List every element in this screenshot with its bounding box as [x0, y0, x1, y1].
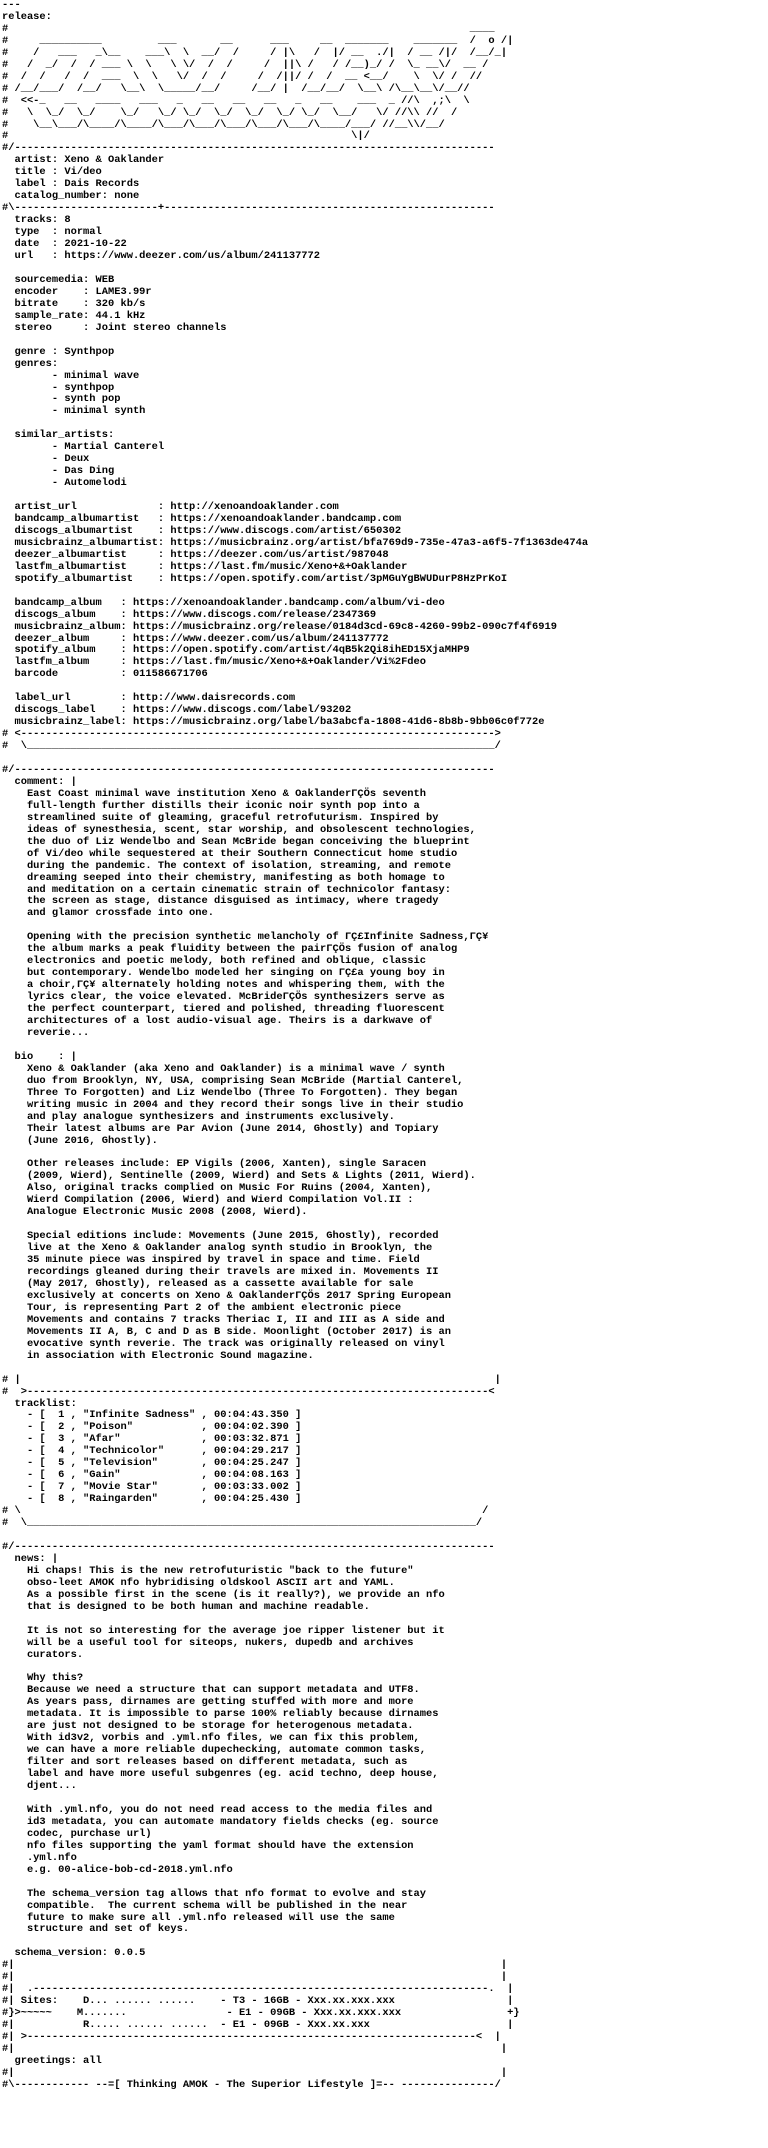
genre-info: genre : Synthpop genres: - minimal wave - synthpop - synth pop - minimal synth [14, 345, 146, 418]
tracklist-row: - [ 7 , "Movie Star" , 00:03:33.002 ] [2, 1481, 302, 1494]
album-links: bandcamp_album : https://xenoandoaklander.bandcamp.com/album/vi-deo discogs_album : https://www.discogs.com/release/2347369 musicbrainz_album: https://musicbrainz.org/release/0184d3cd-69c8-4260-99b2-090c7f4f6919 deezer_album : https://www.deezer.com/us/album/241137772 spotify_album : https://open.spotify.com/artist/4qB5k2Qi8ihED15XjaMHP9 lastfm_album : https://last.fm/music/Xeno+&+Oaklander/Vi%2Fdeo barcode : 011586671706 [14, 596, 557, 681]
separator-artist: #\-----------------------+----------------------------------------------------- [2, 202, 495, 215]
footer-banner: #| | #\------------ --=[ Thinking AMOK - The Superior Lifestyle ]=-- ---------------/ [2, 2066, 508, 2091]
label-links: label_url : http://www.daisrecords.com discogs_label : https://www.discogs.com/label/93202 musicbrainz_label: https://musicbrainz.org/label/ba3abcfa-1808-41d6-8b8b-9bb06c0f772e [14, 692, 545, 729]
separator-links-end: # <----------------------------------------------------------------------------> # \___________________________________________________________________________/ [2, 728, 501, 753]
tracklist-row: - [ 4 , "Technicolor" , 00:04:29.217 ] [2, 1445, 302, 1458]
artist-info: artist: Xeno & Oaklander title : Vi/deo label : Dais Records catalog_number: none [14, 154, 165, 203]
separator-top: #/----------------------------------------------------------------------------- [2, 142, 495, 155]
release-info: tracks: 8 type : normal date : 2021-10-22 url : https://www.deezer.com/us/album/241137772 [14, 214, 321, 263]
tracklist-header: tracklist: [2, 1397, 77, 1410]
separator-tracklist: # | | # >--------------------------------------------------------------------------< [2, 1373, 501, 1398]
greetings: greetings: all [2, 2054, 102, 2067]
tracklist-row: - [ 5 , "Television" , 00:04:25.247 ] [2, 1457, 302, 1470]
separator-comment: #/----------------------------------------------------------------------------- [2, 764, 495, 776]
tracklist-row: - [ 3 , "Afar" , 00:03:32.871 ] [2, 1433, 302, 1446]
schema-version: schema_version: 0.0.5 [2, 1947, 146, 1960]
comment-text: comment: | East Coast minimal wave institution Xeno & OaklanderΓÇÖs seventh full-length further distills their iconic noir synth pop into a streamlined suite of gleaming, graceful retrofuturism. Inspired by ideas of synesthesia, scent, star worship, and obsolescent technologies, the duo of Liz Wendelbo and Sean McBride began conceiving the blueprint of Vi/deo while sequestered at their Southern Connecticut home studio during the pandemic. The context of isolation, streaming, and remote dreaming seeped into their chemistry, manifesting as both homage to and meditation on a certain cinematic strain of technicolor fantasy: the screen as stage, distance disguised as intimacy, where tragedy and glamor crossfade into one. Opening with the precision synthetic melancholy of ΓÇ£Infinite Sadness,ΓÇ¥ the album marks a peak fluidity between the pairΓÇÖs fusion of analog electronics and poetic melody, both refined and oblique, classic but contemporary. Wendelbo modeled her singing on ΓÇ£a young boy in a choir,ΓÇ¥ alternately holding notes and whispering them, with the lyrics clear, the voice elevated. McBrideΓÇÖs synthesizers serve as the perfect counterpart, tiered and polished, threading fluorescent architectures of a lost audio-visual age. Theirs is a darkwave of reverie... [14, 775, 489, 1039]
news-text: news: | Hi chaps! This is the new retrofuturistic "back to the future" obso-leet AMOK nfo hybridising oldskool ASCII art and YAML. As a possible first in the scene (is it really?), we provide an nfo that is designed to be both human and machine readable. It is not so interesting for the average joe ripper listener but it will be a useful tool for siteops, nukers, dupedb and archives curators. Why this? Because we need a structure that can support metadata and UTF8. As years pass, dirnames are getting stuffed with more and more metadata. It is impossible to parse 100% reliably because dirnames are just not designed to be storage for heterogenous metadata. With id3v2, vorbis and .yml.nfo files, we can fix this problem, we can have a more reliable dupechecking, automate common tasks, filter and sort releases based on different metadata, such as label and have more useful subgenres (eg. acid techno, deep house, djent... With .yml.nfo, you do not need read access to the media files and id3 metadata, you can automate mandatory fields checks (eg. source codec, purchase url) nfo files supporting the yaml format should have the extension .yml.nfo e.g. 00-alice-bob-cd-2018.yml.nfo The schema_version tag allows that nfo format to evolve and stay compatible. The current schema will be published in the near future to make sure all .yml.nfo released will use the same structure and set of keys. [14, 1552, 445, 1936]
artist-links: artist_url : http://xenoandoaklander.com bandcamp_albumartist : https://xenoandoaklander.bandcamp.com discogs_albumartist : https://www.discogs.com/artist/650302 musicbrainz_albumartist: https://musicbrainz.org/artist/bfa769d9-735e-47a3-a6f5-7f1363de474a deezer_albumartist : https://deezer.com/us/artist/987048 lastfm_albumartist : https://last.fm/music/Xeno+&+Oaklander spotify_albumartist : https://open.spotify.com/artist/3pMGuYgBWUDurP8HzPrKoI [14, 501, 589, 585]
ascii-art-logo: # ____ # __________ ___ __ ___ __ _______ _______ / o /| # / ___ _\__ ___\ \ __/ / / |\ / |/ __ ./| / __ /|/ /__/_| # / _/ / / ___ \ \ \ \/ / / / ||\ / / /__)_/ / \_ __\/ __ / # / / / / ___ \ \ \/ / / / /||/ / / __ <__/ \ \/ / // # /__/___/ /__/ \__\ \_____/__/ /__/ | /__/__/ \__\ /\__\__\/__// # <<-_ __ ____ ___ _ __ __ __ _ __ ___ _ //\ ,;\ \ # \ \_/ \_/ \_/ \_/ \_/ \_/ \_/ \_/ \_/ \__/ \/ //\\ // / # \__\___/\____/\____/\___/\___/\___/\___/\___/\____/___/ //__\\/__/ # \|/ [2, 22, 514, 143]
source-info: sourcemedia: WEB encoder : LAME3.99r bitrate : 320 kb/s sample_rate: 44.1 kHz stereo : Joint stereo channels [14, 273, 227, 334]
tracklist-row: - [ 8 , "Raingarden" , 00:04:25.430 ] [2, 1493, 302, 1506]
sites-box: #| | #| | #| .-------------------------------------------------------------------------. | #| Sites: D... ...... ...... - T3 - 16GB - Xxx.xx.xxx.xxx | #}>~~~~~ M....... - E1 - 09GB - Xxx.xx.xxx.xxx +} #| R..... ...... ...... - E1 - 09GB - Xxx.xx.xxx | #| >------------------------------------------------------------------------< | #| | [2, 1959, 520, 2055]
nfo-header: --- release: [2, 0, 52, 23]
tracklist-row: - [ 2 , "Poison" , 00:04:02.390 ] [2, 1421, 302, 1434]
bio-text: bio : | Xeno & Oaklander (aka Xeno and Oaklander) is a minimal wave / synth duo from Brooklyn, NY, USA, comprising Sean McBride (Martial Canterel, Three To Forgotten) and Liz Wendelbo (Three To Forgotten). They began writing music in 2004 and they record their songs live in their studio and play analogue synthesizers and instruments exclusively. Their latest albums are Par Avion (June 2014, Ghostly) and Topiary (June 2016, Ghostly). Other releases include: EP Vigils (2006, Xanten), single Saracen (2009, Wierd), Sentinelle (2009, Wierd) and Sets & Lights (2011, Wierd). Also, original tracks complied on Music For Ruins (2004, Xanten), Wierd Compilation (2006, Wierd) and Wierd Compilation Vol.II : Analogue Electronic Music 2008 (2008, Wierd). Special editions include: Movements (June 2015, Ghostly), recorded live at the Xeno & Oaklander analog synth studio in Brooklyn, the 35 minute piece was inspired by travel in space and time. Field recordings gleaned during their travels are mixed in. Movements II (May 2017, Ghostly), released as a cassette available for sale exclusively at concerts on Xeno & OaklanderΓÇÖs 2017 Spring European Tour, is representing Part 2 of the ambient electronic piece Movements and contains 7 tracks Theriac I, II and III as A side and Movements II A, B, C and D as B side. Moonlight (October 2017) is an evocative synth reverie. The track was originally released on vinyl in association with Electronic Sound magazine. [14, 1050, 476, 1362]
separator-news: #/----------------------------------------------------------------------------- [2, 1540, 495, 1553]
tracklist-row: - [ 1 , "Infinite Sadness" , 00:04:43.350 ] [2, 1409, 302, 1422]
separator-tracklist-end: # \ / # \________________________________________________________________________/ [2, 1505, 489, 1530]
tracklist-row: - [ 6 , "Gain" , 00:04:08.163 ] [2, 1469, 302, 1482]
similar-artists: similar_artists: - Martial Canterel - Deux - Das Ding - Automelodi [14, 429, 165, 490]
